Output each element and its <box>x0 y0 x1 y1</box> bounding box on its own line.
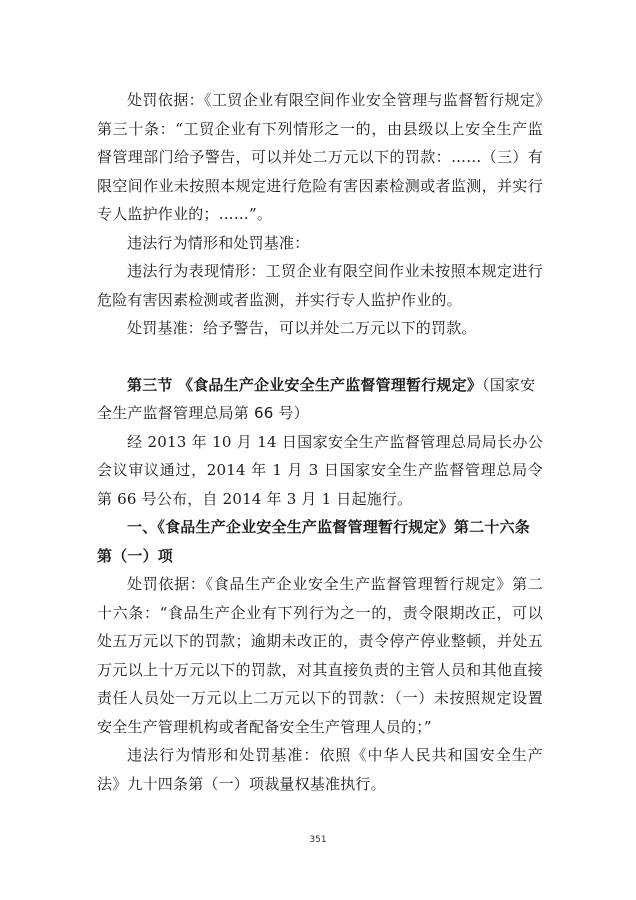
paragraph-violation-situation-1: 违法行为表现情形：工贸企业有限空间作业未按照本规定进行危险有害因素检测或者监测，并实行专人监护作业的。 <box>97 262 543 309</box>
paragraph-penalty-basis-2: 处罚依据：《食品生产企业安全生产监督管理暂行规定》第二十六条：“食品生产企业有下列行为之一的，责令限期改正，可以处五万元以下的罚款；逾期未改正的，责令停产停业整顿，并处五万元以上十万元以下的罚款，对其直接负责的主管人员和其他直接责任人员处一万元以上二万元以下的罚款：（一）未按照规定设置安全生产管理机构或者配备安全生产管理人员的；” <box>97 575 543 736</box>
paragraph-violation-standard-2: 违法行为情形和处罚基准：依照《中华人民共和国安全生产法》九十四条第（一）项裁量权基准执行。 <box>97 746 543 793</box>
section-issuer: （国家安全生产监督管理总局第 66 号） <box>97 375 536 422</box>
section-title: 第三节 《食品生产企业安全生产监督管理暂行规定》 <box>127 375 483 394</box>
article-heading: 一、《食品生产企业安全生产监督管理暂行规定》第二十六条第（一）项 <box>97 518 530 565</box>
paragraph-penalty-basis-1: 处罚依据：《工贸企业有限空间作业安全管理与监督暂行规定》第三十条：“工贸企业有下列情形之一的，由县级以上安全生产监督管理部门给予警告，可以并处二万元以下的罚款：……（三）有限空间作业未按照本规定进行危险有害因素检测或者监测，并实行专人监护作业的；……”。 <box>97 91 543 223</box>
section-heading <box>97 371 543 428</box>
page-content <box>97 86 543 798</box>
page-number: 351 <box>309 835 327 845</box>
paragraph-violation-heading-1: 违法行为情形和处罚基准： <box>127 233 310 252</box>
paragraph-penalty-standard-1: 处罚基准：给予警告，可以并处二万元以下的罚款。 <box>127 319 477 337</box>
paragraph-section-intro: 经 2013 年 10 月 14 日国家安全生产监督管理总局局长办公会议审议通过，2014 年 1 月 3 日国家安全生产监督管理总局令第 66 号公布，自 2014 年 3 月 1 日起施行。 <box>97 432 543 508</box>
